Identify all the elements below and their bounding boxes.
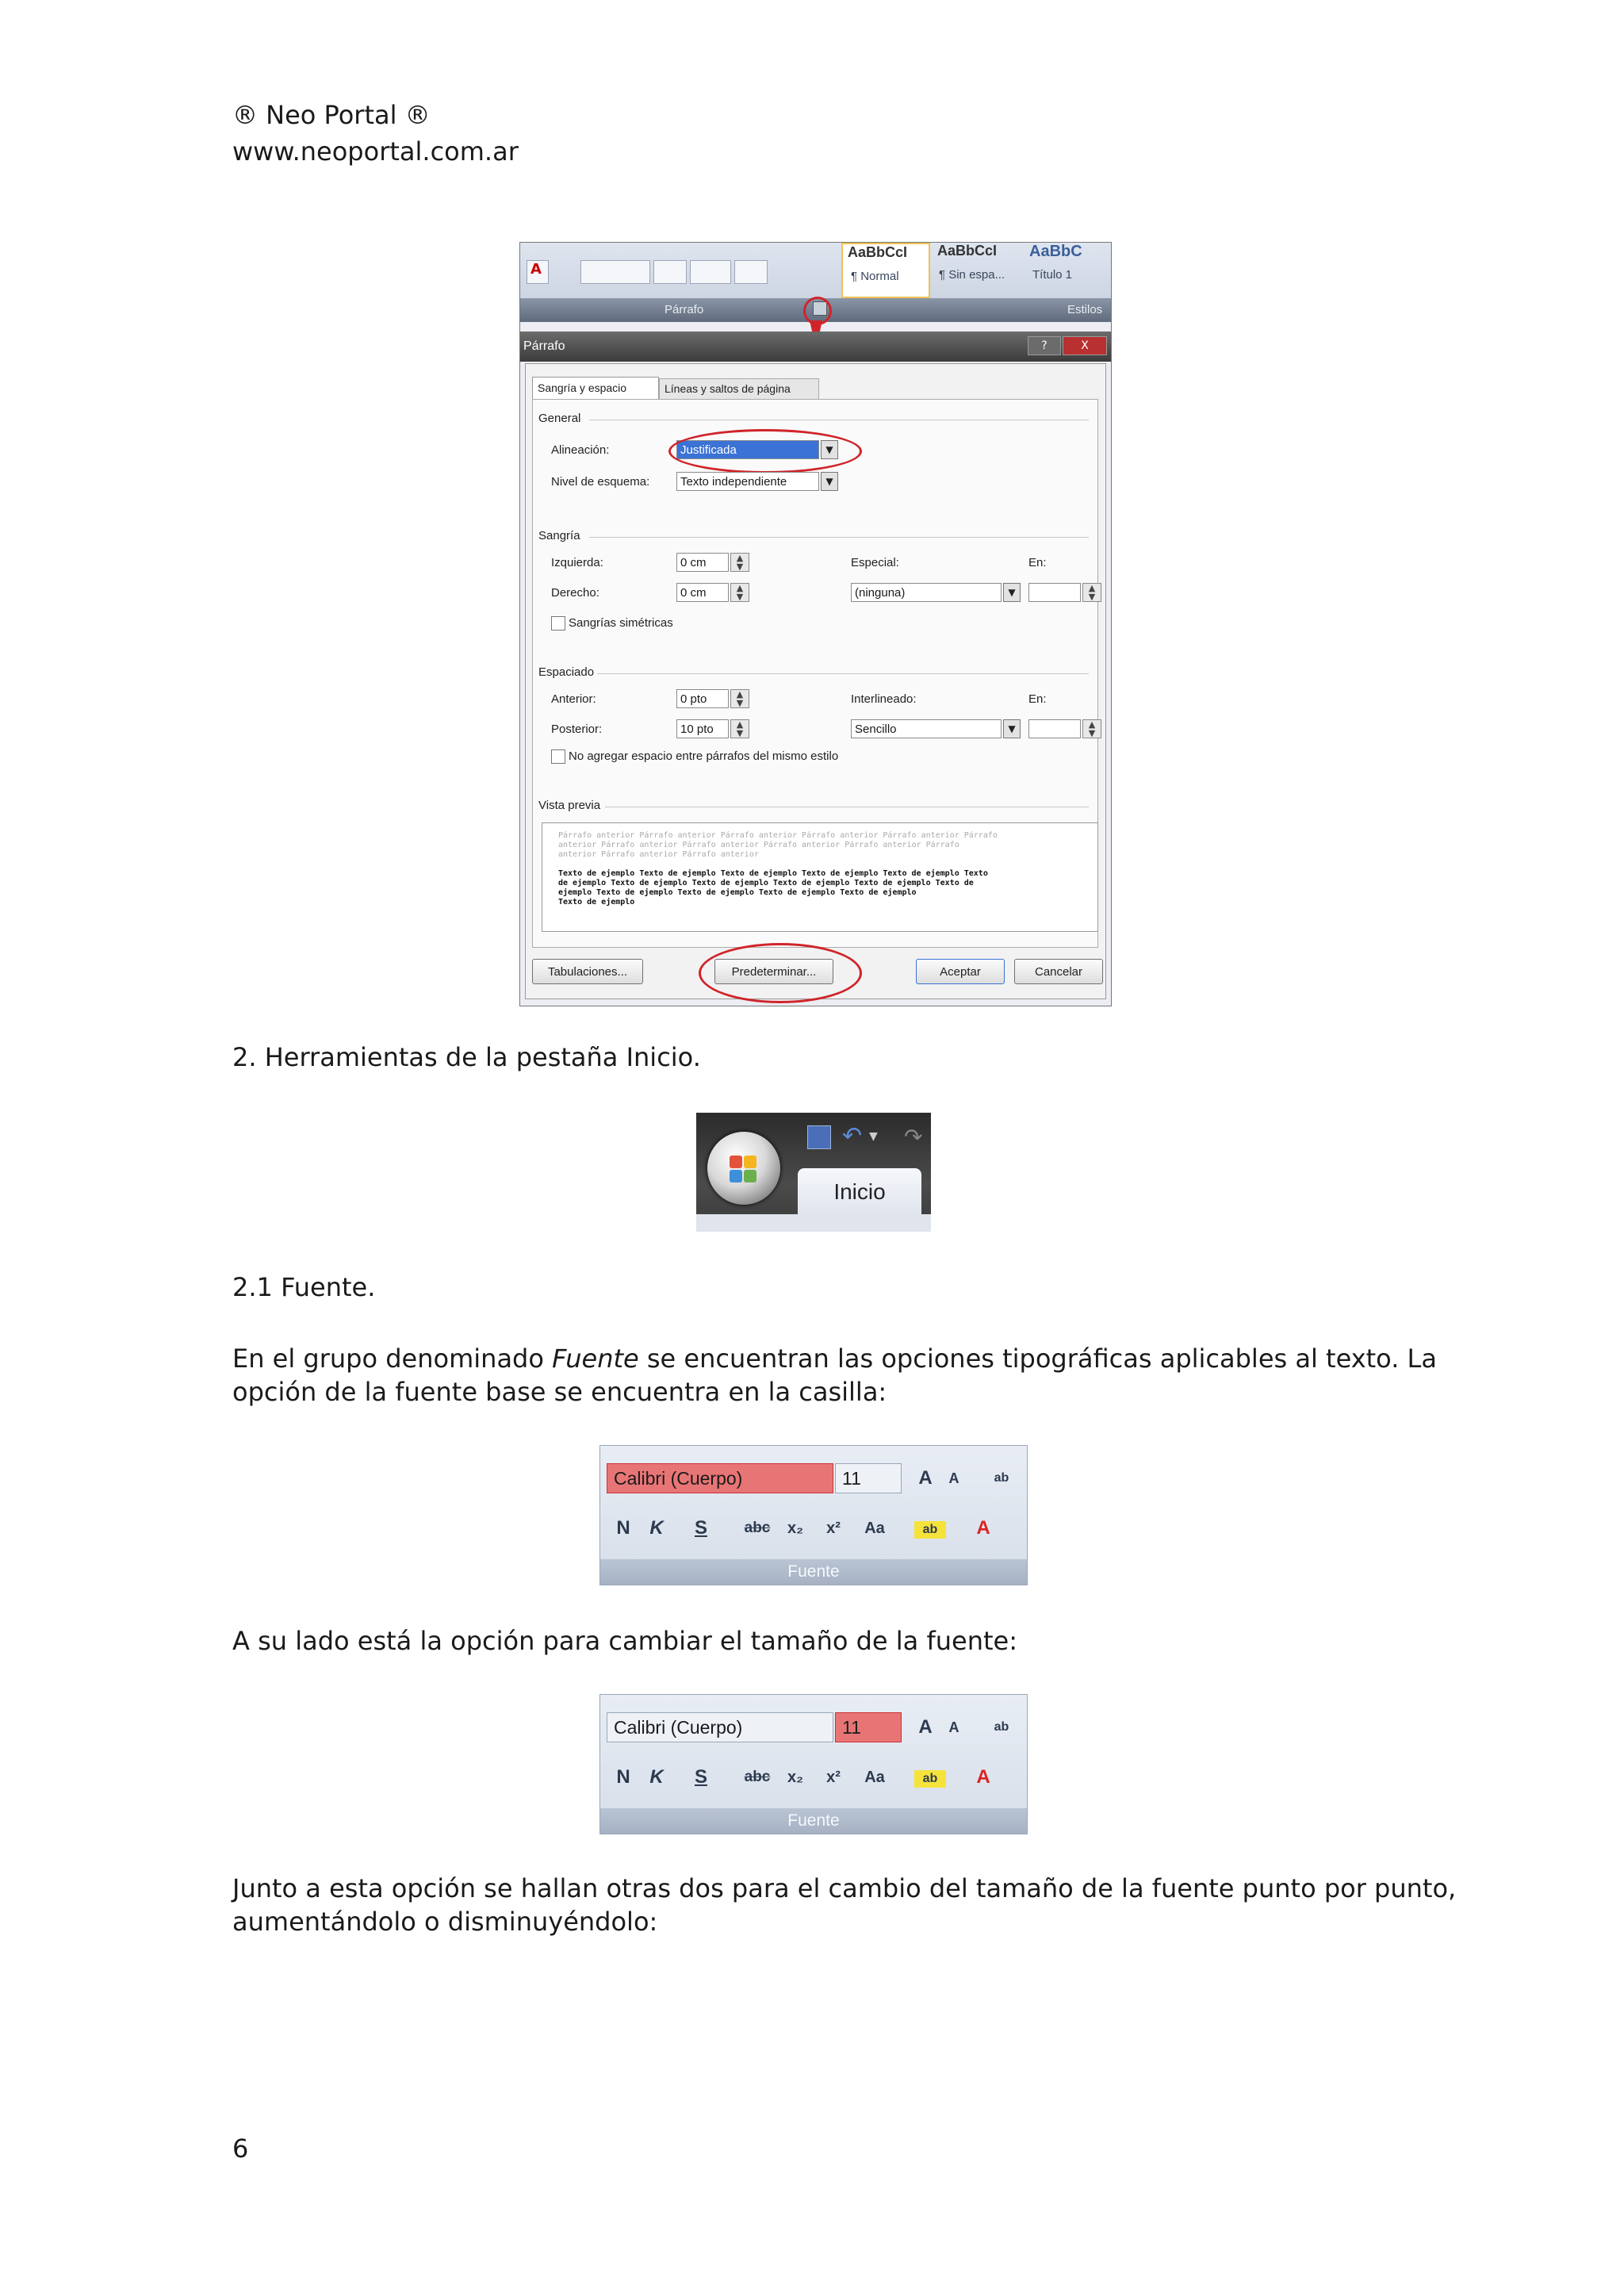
- clear-format-icon[interactable]: ab: [994, 1720, 1009, 1734]
- tab-label: Líneas y saltos de página: [665, 382, 791, 395]
- anterior-label: Anterior:: [551, 692, 596, 706]
- font-color-button[interactable]: A: [527, 260, 549, 284]
- clear-format-icon[interactable]: ab: [994, 1471, 1009, 1485]
- section-2-heading: 2. Herramientas de la pestaña Inicio.: [232, 1042, 701, 1072]
- group-parrafo-label: Párrafo: [665, 303, 704, 316]
- alineacion-label: Alineación:: [551, 443, 610, 457]
- simetricas-label: Sangrías simétricas: [569, 616, 673, 630]
- cancelar-button[interactable]: Cancelar: [1014, 959, 1103, 984]
- preview-prev-line: anterior Párrafo anterior Párrafo anterior: [558, 850, 759, 859]
- fuente-panel-font-name: [599, 1445, 1028, 1585]
- font-color-icon[interactable]: A: [976, 1766, 990, 1788]
- derecho-input[interactable]: 0 cm: [676, 583, 729, 602]
- preview-sample-line: de ejemplo Texto de ejemplo Texto de ejemplo Texto de ejemplo Texto de ejemplo Texto de: [558, 879, 974, 887]
- style-titulo-1[interactable]: [1023, 243, 1109, 298]
- predeterminar-button[interactable]: Predeterminar...: [714, 959, 833, 984]
- interlineado-label: Interlineado:: [851, 692, 917, 706]
- grow-font-icon[interactable]: A: [918, 1467, 933, 1489]
- preview-prev-line: Párrafo anterior Párrafo anterior Párrafo anterior Párrafo anterior Párrafo anterior Párrafo: [558, 831, 998, 840]
- preview-box: [542, 822, 1098, 932]
- shading-button[interactable]: [690, 260, 731, 284]
- grow-font-icon[interactable]: A: [918, 1716, 933, 1738]
- posterior-input[interactable]: 10 pto: [676, 719, 729, 738]
- header-url: www.neoportal.com.ar: [232, 136, 519, 167]
- chevron-down-icon[interactable]: ▼: [869, 1130, 878, 1143]
- style-label: ¶ Normal: [851, 270, 899, 283]
- simetricas-checkbox[interactable]: [551, 616, 565, 631]
- section-sangria: Sangría: [538, 529, 580, 542]
- style-sample: AaBbC: [1029, 243, 1082, 260]
- group-estilos-label: Estilos: [1067, 303, 1103, 316]
- subscript-icon[interactable]: x₂: [787, 1520, 803, 1537]
- especial-select[interactable]: (ninguna): [851, 583, 1002, 602]
- izquierda-input[interactable]: 0 cm: [676, 553, 729, 572]
- posterior-label: Posterior:: [551, 723, 603, 736]
- font-color-icon[interactable]: A: [976, 1517, 990, 1539]
- align-buttons[interactable]: [580, 260, 650, 284]
- dialog-titlebar: [520, 332, 1111, 362]
- dialog-title: Párrafo: [523, 339, 565, 353]
- espaciado-en-spinner[interactable]: ▲ ▼: [1082, 719, 1101, 738]
- posterior-spinner[interactable]: ▲ ▼: [730, 719, 749, 738]
- close-button[interactable]: X: [1063, 336, 1107, 355]
- paragraph-3-line-1: Junto a esta opción se hallan otras dos para el cambio del tamaño de la fuente punto por punto,: [232, 1873, 1457, 1903]
- paragraph-1-line-1: [232, 1342, 1437, 1375]
- chevron-down-icon[interactable]: ▼: [1003, 583, 1021, 602]
- group-label-fuente: Fuente: [600, 1559, 1027, 1585]
- bold-icon[interactable]: N: [616, 1766, 630, 1788]
- shrink-font-icon[interactable]: A: [948, 1719, 959, 1735]
- espaciado-en-input[interactable]: [1028, 719, 1081, 738]
- underline-icon[interactable]: S: [694, 1766, 707, 1788]
- line-spacing-button[interactable]: [653, 260, 687, 284]
- paragraph-2: A su lado está la opción para cambiar el tamaño de la fuente:: [232, 1626, 1017, 1656]
- undo-icon[interactable]: ↶: [842, 1122, 863, 1150]
- change-case-icon[interactable]: Aa: [864, 1769, 885, 1786]
- help-button[interactable]: ?: [1028, 336, 1061, 355]
- strikethrough-icon[interactable]: abc: [744, 1769, 771, 1785]
- nivel-label: Nivel de esquema:: [551, 475, 650, 489]
- no-agregar-label: No agregar espacio entre párrafos del mismo estilo: [569, 749, 839, 763]
- tab-sangria-espacio[interactable]: [532, 377, 659, 400]
- derecho-label: Derecho:: [551, 586, 599, 600]
- style-sample: AaBbCcI: [848, 244, 908, 260]
- paragraph-3-line-2: aumentándolo o disminuyéndolo:: [232, 1907, 658, 1937]
- sangria-en-label: En:: [1028, 556, 1047, 569]
- style-sample: AaBbCcI: [937, 243, 998, 259]
- office-button-icon[interactable]: [707, 1132, 780, 1205]
- para1-italic: Fuente: [552, 1343, 639, 1374]
- espaciado-en-label: En:: [1028, 692, 1047, 706]
- para1-text: se encuentran las opciones tipográficas aplicables al texto. La: [638, 1343, 1437, 1374]
- inicio-tab-screenshot: [696, 1113, 931, 1232]
- section-vista-previa: Vista previa: [538, 799, 601, 812]
- font-name-combo[interactable]: Calibri (Cuerpo): [607, 1463, 833, 1493]
- alineacion-select[interactable]: Justificada: [676, 440, 819, 459]
- anterior-input[interactable]: 0 pto: [676, 689, 729, 708]
- interlineado-select[interactable]: Sencillo: [851, 719, 1002, 738]
- strikethrough-icon[interactable]: abc: [744, 1520, 771, 1536]
- page-number: 6: [232, 2133, 249, 2164]
- redo-icon[interactable]: ↷: [904, 1124, 923, 1150]
- tab-label: Sangría y espacio: [538, 381, 627, 394]
- preview-sample-line: ejemplo Texto de ejemplo Texto de ejemplo Texto de ejemplo Texto de ejemplo: [558, 888, 917, 897]
- style-sin-espaciado[interactable]: [933, 243, 1021, 298]
- alineacion-highlight-ring: [668, 429, 862, 473]
- ribbon-edge: [696, 1214, 931, 1232]
- preview-sample-line: Texto de ejemplo: [558, 898, 635, 907]
- section-espaciado: Espaciado: [538, 665, 595, 679]
- highlight-icon[interactable]: ab: [914, 1521, 946, 1539]
- bold-icon[interactable]: N: [616, 1517, 630, 1539]
- sangria-en-input[interactable]: [1028, 583, 1081, 602]
- font-size-combo[interactable]: 11: [835, 1463, 902, 1493]
- derecho-spinner[interactable]: ▲ ▼: [730, 583, 749, 602]
- superscript-icon[interactable]: x²: [826, 1769, 841, 1786]
- izquierda-label: Izquierda:: [551, 556, 603, 569]
- separator: [589, 537, 1089, 538]
- font-name-combo[interactable]: Calibri (Cuerpo): [607, 1712, 833, 1742]
- style-label: ¶ Sin espa...: [939, 268, 1005, 282]
- italic-icon[interactable]: K: [649, 1517, 664, 1539]
- section-2-1-heading: 2.1 Fuente.: [232, 1272, 376, 1302]
- tabulaciones-button[interactable]: Tabulaciones...: [532, 959, 643, 984]
- section-general: General: [538, 412, 581, 425]
- tab-lineas-saltos[interactable]: [659, 378, 819, 400]
- especial-label: Especial:: [851, 556, 899, 569]
- border-button[interactable]: [734, 260, 768, 284]
- superscript-icon[interactable]: x²: [826, 1520, 841, 1537]
- chevron-down-icon[interactable]: ▼: [821, 472, 838, 491]
- preview-prev-line: anterior Párrafo anterior Párrafo anterior Párrafo anterior Párrafo anterior Párrafo: [558, 841, 959, 849]
- anterior-spinner[interactable]: ▲ ▼: [730, 689, 749, 708]
- aceptar-button[interactable]: Aceptar: [916, 959, 1005, 984]
- tab-inicio[interactable]: Inicio: [798, 1168, 921, 1216]
- predeterminar-highlight-ring: [699, 943, 862, 1003]
- style-label: Título 1: [1032, 268, 1073, 282]
- para1-text: En el grupo denominado: [232, 1343, 553, 1374]
- paragraph-1-line-2: opción de la fuente base se encuentra en la casilla:: [232, 1377, 887, 1407]
- chevron-down-icon[interactable]: ▼: [821, 440, 838, 459]
- highlight-icon[interactable]: ab: [914, 1770, 946, 1788]
- underline-icon[interactable]: S: [694, 1517, 707, 1539]
- dialog-body: [525, 363, 1106, 999]
- style-normal[interactable]: [841, 243, 930, 298]
- paragraph-dialog-screenshot: [519, 242, 1112, 1006]
- preview-sample-line: Texto de ejemplo Texto de ejemplo Texto de ejemplo Texto de ejemplo Texto de ejemplo Texto: [558, 869, 988, 878]
- separator: [597, 673, 1089, 674]
- subscript-icon[interactable]: x₂: [787, 1769, 803, 1786]
- nivel-select[interactable]: Texto independiente: [676, 472, 819, 491]
- save-icon[interactable]: [807, 1125, 831, 1149]
- change-case-icon[interactable]: Aa: [864, 1520, 885, 1537]
- font-size-combo[interactable]: 11: [835, 1712, 902, 1742]
- fuente-panel-font-size: [599, 1694, 1028, 1834]
- italic-icon[interactable]: K: [649, 1766, 664, 1788]
- izquierda-spinner[interactable]: ▲ ▼: [730, 553, 749, 572]
- header-brand: ® Neo Portal ®: [232, 100, 431, 130]
- chevron-down-icon[interactable]: ▼: [1003, 719, 1021, 738]
- sangria-en-spinner[interactable]: ▲ ▼: [1082, 583, 1101, 602]
- shrink-font-icon[interactable]: A: [948, 1470, 959, 1486]
- no-agregar-checkbox[interactable]: [551, 749, 565, 764]
- group-label-fuente: Fuente: [600, 1808, 1027, 1834]
